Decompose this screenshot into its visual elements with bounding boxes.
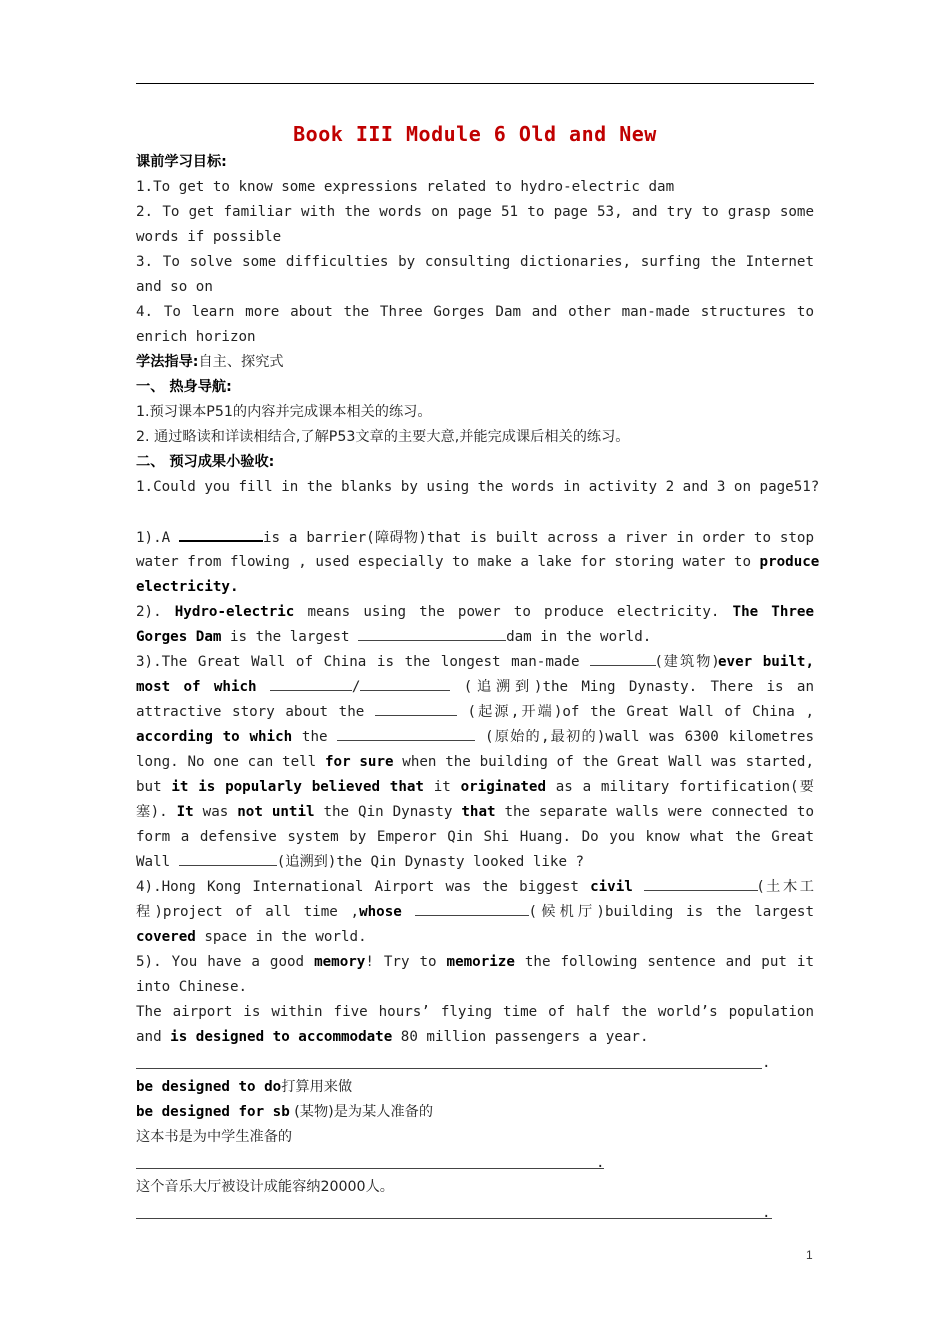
q1-line-3: electricity. xyxy=(136,579,239,595)
section-1-heading: 一、 热身导航: xyxy=(136,379,232,395)
translate-prompt-2: 这个音乐大厅被设计成能容纳20000人。 xyxy=(136,1179,394,1195)
goal-3: 3. To solve some difficulties by consulting dictionaries, surfing the Internet xyxy=(136,254,814,270)
goal-4-cont: enrich horizon xyxy=(136,329,256,345)
fill-blank[interactable] xyxy=(358,625,506,641)
q2-line-2: Gorges Dam is the largest dam in the world. xyxy=(136,625,814,650)
section-2-question: 1.Could you fill in the blanks by using the words in activity 2 and 3 on page51? xyxy=(136,479,820,495)
method-label: 学法指导: xyxy=(136,354,199,370)
method-line xyxy=(136,350,814,375)
goals-heading: 课前学习目标: xyxy=(136,154,227,170)
fill-blank[interactable] xyxy=(337,725,475,741)
header-rule xyxy=(136,83,814,84)
q3-line-1: 3).The Great Wall of China is the longest man-made (建筑物)ever built, xyxy=(136,650,814,675)
fill-blank[interactable] xyxy=(644,875,758,891)
method-text: 自主、探究式 xyxy=(198,354,284,370)
goal-2-cont: words if possible xyxy=(136,229,282,245)
q5-line-1: 5). You have a good memory! Try to memorize the following sentence and put it xyxy=(136,954,814,970)
q3-line-8: form a defensive system by Emperor Qin Shi Huang. Do you know what the Great xyxy=(136,829,814,845)
q4-line-3: covered space in the world. xyxy=(136,929,367,945)
q3-line-3: attractive story about the (起源,开端)of the Great Wall of China , xyxy=(136,700,814,725)
q5-line-2: into Chinese. xyxy=(136,979,248,995)
section-1-item-2: 2. 通过略读和详读相结合,了解P53文章的主要大意,并能完成课后相关的练习。 xyxy=(136,429,630,445)
document-body xyxy=(136,150,820,1225)
translate-prompt-1: 这本书是为中学生准备的 xyxy=(136,1129,293,1145)
phrase-1: be designed to do打算用来做 xyxy=(136,1079,353,1095)
q3-line-5: long. No one can tell for sure when the building of the Great Wall was started, xyxy=(136,754,814,770)
q4-line-2: 程)project of all time ,whose (候机厅)building is the largest xyxy=(136,900,814,925)
q4-line-1: 4).Hong Kong International Airport was the biggest civil (土木工 xyxy=(136,875,814,900)
goal-2: 2. To get familiar with the words on page 51 to page 53, and try to grasp some xyxy=(136,204,814,220)
fill-blank[interactable] xyxy=(375,700,457,716)
phrase-2: be designed for sb (某物)是为某人准备的 xyxy=(136,1104,434,1120)
q2-line-1: 2). Hydro-electric means using the power to produce electricity. The Three xyxy=(136,604,815,620)
fill-blank[interactable] xyxy=(270,675,352,691)
q1-line-1: 1).A is a barrier(障碍物)that is built across a river in order to stop xyxy=(136,525,814,550)
answer-line[interactable]: . xyxy=(136,1200,814,1225)
q1-line-2: water from flowing , used especially to make a lake for storing water to produce xyxy=(136,554,820,570)
q3-line-6: but it is popularly believed that it originated as a military fortification(要 xyxy=(136,779,814,795)
fill-blank[interactable] xyxy=(590,650,656,666)
page-number: 1 xyxy=(806,1248,813,1262)
section-2-heading: 二、 预习成果小验收: xyxy=(136,454,275,470)
q3-line-7: 塞). It was not until the Qin Dynasty that the separate walls were connected to xyxy=(136,804,814,820)
goal-1: 1.To get to know some expressions related to hydro-electric dam xyxy=(136,179,675,195)
answer-line[interactable]: . xyxy=(136,1050,814,1075)
goal-3-cont: and so on xyxy=(136,279,213,295)
section-1-item-1: 1.预习课本P51的内容并完成课本相关的练习。 xyxy=(136,404,432,420)
q3-line-9: Wall (追溯到)the Qin Dynasty looked like ? xyxy=(136,850,814,875)
q5-line-3: The airport is within five hours’ flying time of half the world’s population xyxy=(136,1004,814,1020)
q5-line-4: and is designed to accommodate 80 million passengers a year. xyxy=(136,1029,649,1045)
fill-blank[interactable] xyxy=(360,675,450,691)
page-title: Book III Module 6 Old and New xyxy=(293,122,657,146)
fill-blank[interactable] xyxy=(179,525,263,542)
fill-blank[interactable] xyxy=(179,850,277,866)
q3-line-2: most of which / (追溯到)the Ming Dynasty. There is an xyxy=(136,675,814,700)
fill-blank[interactable] xyxy=(415,900,529,916)
spacer xyxy=(136,500,814,525)
goal-4: 4. To learn more about the Three Gorges Dam and other man-made structures to xyxy=(136,304,814,320)
answer-line[interactable]: . xyxy=(136,1150,814,1175)
q3-line-4: according to which the (原始的,最初的)wall was 6300 kilometres xyxy=(136,725,814,750)
